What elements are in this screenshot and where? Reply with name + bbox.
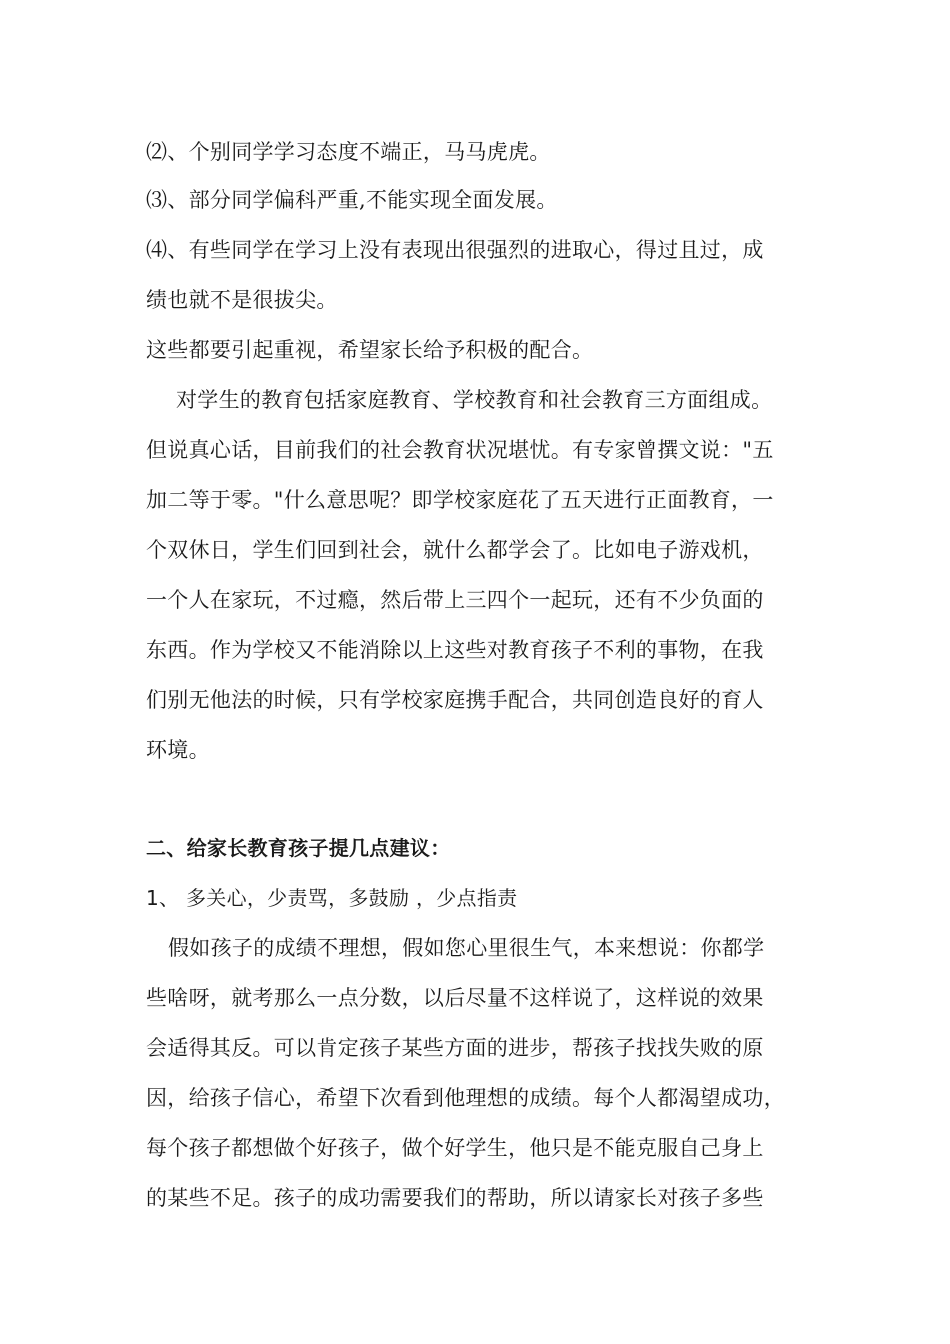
text-line: 一个人在家玩，不过瘾，然后带上三四个一起玩，还有不少负面的 (146, 588, 764, 612)
text-line: 些啥呀，就考那么一点分数，以后尽量不这样说了，这样说的效果 (146, 986, 764, 1010)
text-line: 每个孩子都想做个好孩子，做个好学生，他只是不能克服自己身上 (146, 1136, 764, 1160)
subheading: 1、 多关心，少责骂，多鼓励 ，少点指责 (146, 886, 518, 910)
text-line: 因，给孩子信心，希望下次看到他理想的成绩。每个人都渴望成功， (146, 1086, 785, 1110)
text-line: ⑵、个别同学学习态度不端正，马马虎虎。 (146, 140, 551, 164)
text-line: 加二等于零。"什么意思呢？即学校家庭花了五天进行正面教育，一 (146, 488, 774, 512)
text-line: 绩也就不是很拔尖。 (146, 288, 338, 312)
text-line: 但说真心话，目前我们的社会教育状况堪忧。有专家曾撰文说："五 (146, 438, 774, 462)
text-line: ⑶、部分同学偏科严重,不能实现全面发展。 (146, 188, 558, 212)
text-line: 环境。 (146, 738, 210, 762)
section-heading: 二、给家长教育孩子提几点建议： (146, 836, 451, 860)
text-line: ⑷、有些同学在学习上没有表现出很强烈的进取心，得过且过，成 (146, 238, 764, 262)
text-line: 这些都要引起重视，希望家长给予积极的配合。 (146, 338, 594, 362)
paragraph-first-line: 假如孩子的成绩不理想，假如您心里很生气，本来想说：你都学 (168, 936, 765, 960)
text-line: 们别无他法的时候，只有学校家庭携手配合，共同创造良好的育人 (146, 688, 764, 712)
text-line: 个双休日，学生们回到社会，就什么都学会了。比如电子游戏机， (146, 538, 764, 562)
text-line: 的某些不足。孩子的成功需要我们的帮助，所以请家长对孩子多些 (146, 1186, 764, 1210)
text-line: 东西。作为学校又不能消除以上这些对教育孩子不利的事物，在我 (146, 638, 764, 662)
text-line: 会适得其反。可以肯定孩子某些方面的进步，帮孩子找找失败的原 (146, 1036, 764, 1060)
paragraph-first-line: 对学生的教育包括家庭教育、学校教育和社会教育三方面组成。 (176, 388, 773, 412)
